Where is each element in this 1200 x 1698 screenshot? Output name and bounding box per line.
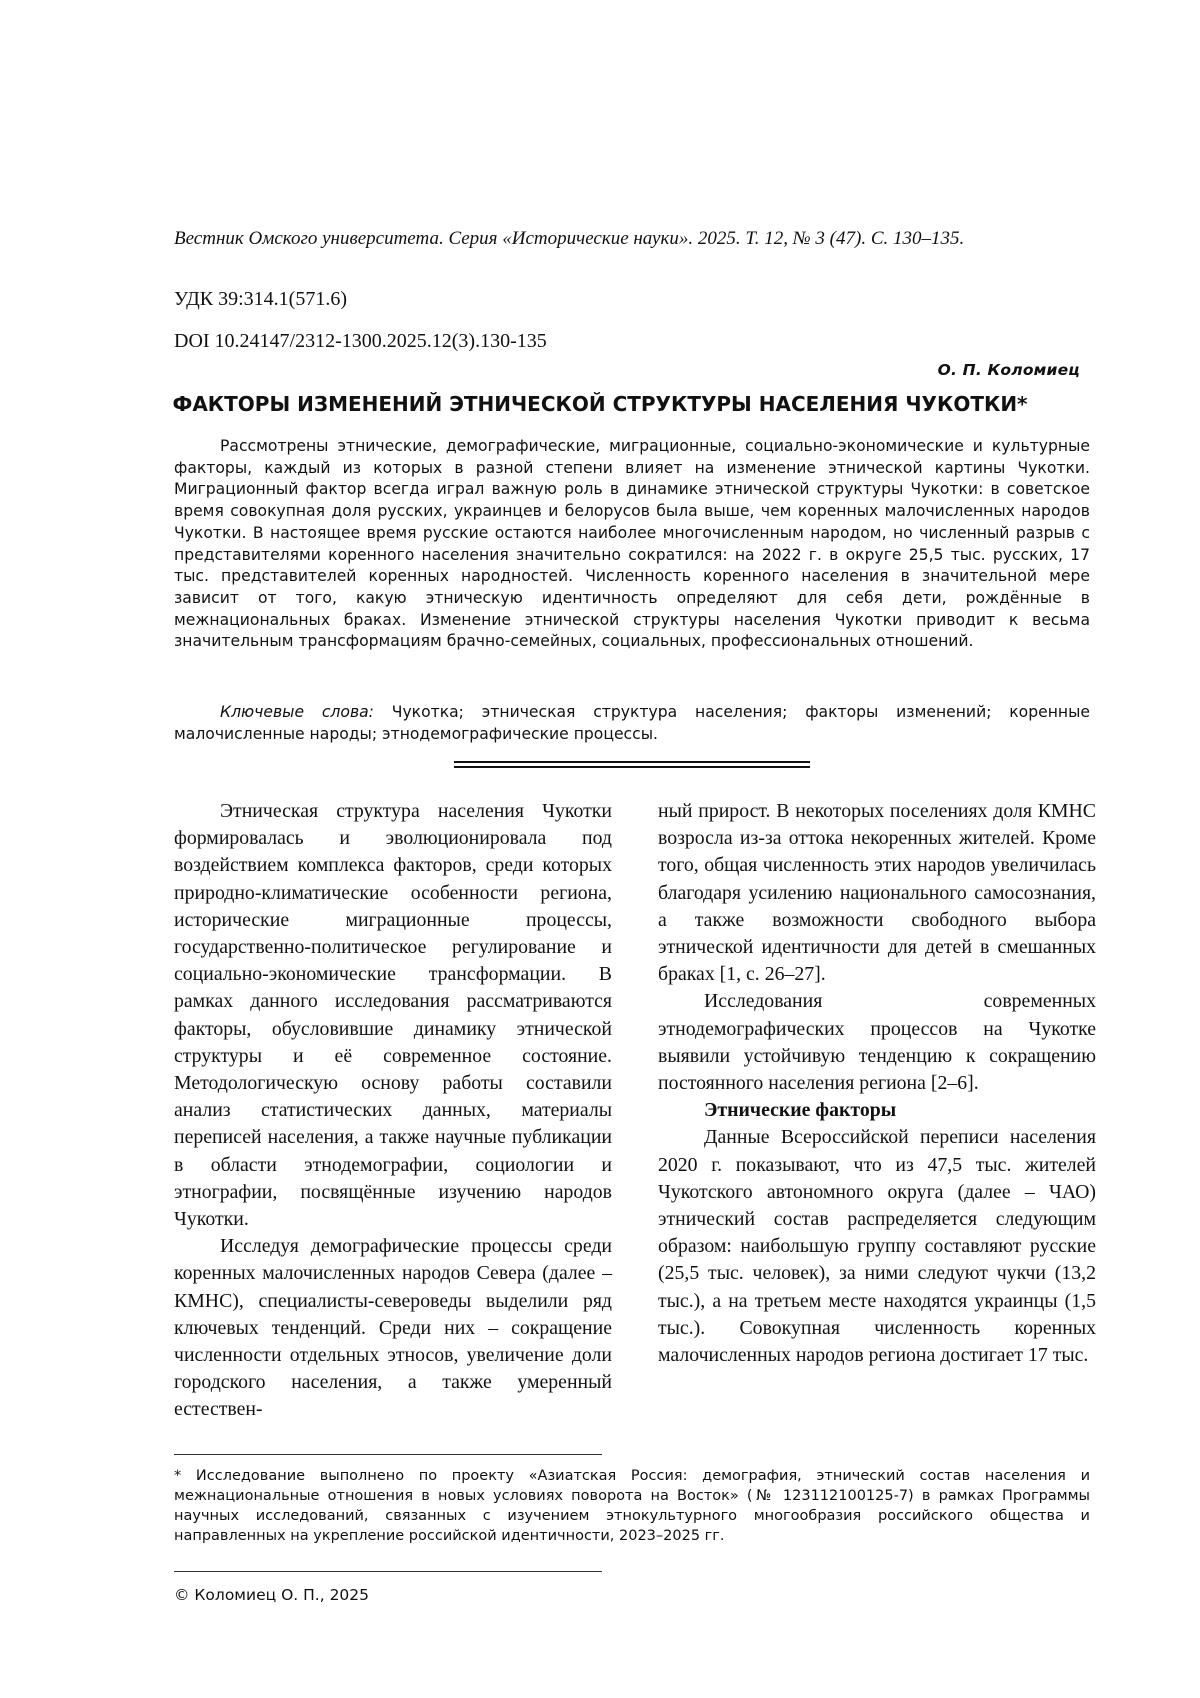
section-separator (454, 761, 810, 768)
copyright-divider (174, 1571, 602, 1572)
footnote-divider (174, 1454, 602, 1455)
keywords-label: Ключевые слова: (220, 703, 374, 721)
body-column-right (658, 798, 1096, 1369)
body-paragraph: ный прирост. В некоторых поселениях доля КМНС возросла из-за оттока некоренных жителей. Кроме того, общая численность этих народов увеличилась благодаря усилению национального самосознания, а также возможности свободного выбора этнической идентичности для детей в смешанных браках [1, с. 26–27]. (658, 800, 1096, 986)
body-paragraph: Этническая структура населения Чукотки формировалась и эволюционировала под воздействием комплекса факторов, среди которых природно-климатические особенности региона, исторические миграционные процессы, государственно-политическое регулирование и социально-экономические трансформации. В рамках данного исследования рассматриваются факторы, обусловившие динамику этнической структуры и её современное состояние. Методологическую основу работы составили анализ статистических данных, материалы переписей населения, а также научные публикации в области этнодемографии, социологии и этнографии, посвящённые изучению народов Чукотки. (174, 800, 612, 1231)
body-paragraph: Данные Всероссийской переписи населения 2020 г. показывают, что из 47,5 тыс. жителей Чукотского автономного округа (далее – ЧАО) этнический состав распределяется следующим образом: наибольшую группу составляют русские (25,5 тыс. человек), за ними следуют чукчи (13,2 тыс.), а на третьем месте находятся украинцы (1,5 тыс.). Совокупная численность коренных малочисленных народов региона достигает 17 тыс. (658, 1126, 1096, 1367)
udk-code: УДК 39:314.1(571.6) (174, 288, 347, 310)
keywords (174, 702, 1090, 745)
copyright-notice: © Коломиец О. П., 2025 (174, 1586, 370, 1604)
body-column-left (174, 798, 612, 1424)
footnote: * Исследование выполнено по проекту «Азиатская Россия: демография, этнический состав населения и межнациональные отношения в новых условиях поворота на Восток» (№ 123112100125-7) в рамках Программы научных исследований, связанных с изучением этнокультурного многообразия российского общества и направленных на укрепление российской идентичности, 2023–2025 гг. (174, 1468, 1090, 1544)
keywords-paragraph (174, 702, 1090, 745)
body-paragraph: Исследования современных этнодемографических процессов на Чукотке выявили устойчивую тенденцию к сокращению постоянного населения региона [2–6]. (658, 990, 1096, 1095)
doi-code: DOI 10.24147/2312-1300.2025.12(3).130-135 (174, 330, 547, 352)
article-title: ФАКТОРЫ ИЗМЕНЕНИЙ ЭТНИЧЕСКОЙ СТРУКТУРЫ НАСЕЛЕНИЯ ЧУКОТКИ* (172, 392, 1028, 416)
author-name: О. П. Коломиец (937, 361, 1080, 379)
keywords-text: Чукотка; этническая структура населения; факторы изменений; коренные малочисленные народы; этнодемографические процессы. (174, 703, 1090, 743)
abstract (174, 436, 1090, 653)
journal-citation: Вестник Омского университета. Серия «Исторические науки». 2025. Т. 12, № 3 (47). С. 130–135. (174, 228, 965, 249)
section-heading: Этнические факторы (704, 1099, 897, 1122)
body-paragraph: Исследуя демографические процессы среди коренных малочисленных народов Севера (далее – КМНС), специалисты-североведы выделили ряд ключевых тенденций. Среди них – сокращение численности отдельных этносов, увеличение доли городского населения, а также умеренный естествен- (174, 1235, 612, 1421)
abstract-text: Рассмотрены этнические, демографические, миграционные, социально-экономические и культурные факторы, каждый из которых в разной степени влияет на изменение этнической картины Чукотки. Миграционный фактор всегда играл важную роль в динамике этнической структуры Чукотки: в советское время совокупная доля русских, украинцев и белорусов была выше, чем коренных малочисленных народов Чукотки. В настоящее время русские остаются наиболее многочисленным народом, но численный разрыв с представителями коренного населения значительно сократился: на 2022 г. в округе 25,5 тыс. русских, 17 тыс. представителей коренных народностей. Численность коренного населения в значительной мере зависит от того, какую этническую идентичность определяют для себя дети, рождённые в межнациональных браках. Изменение этнической структуры населения Чукотки приводит к весьма значительным трансформациям брачно-семейных, социальных, профессиональных отношений. (174, 437, 1090, 651)
